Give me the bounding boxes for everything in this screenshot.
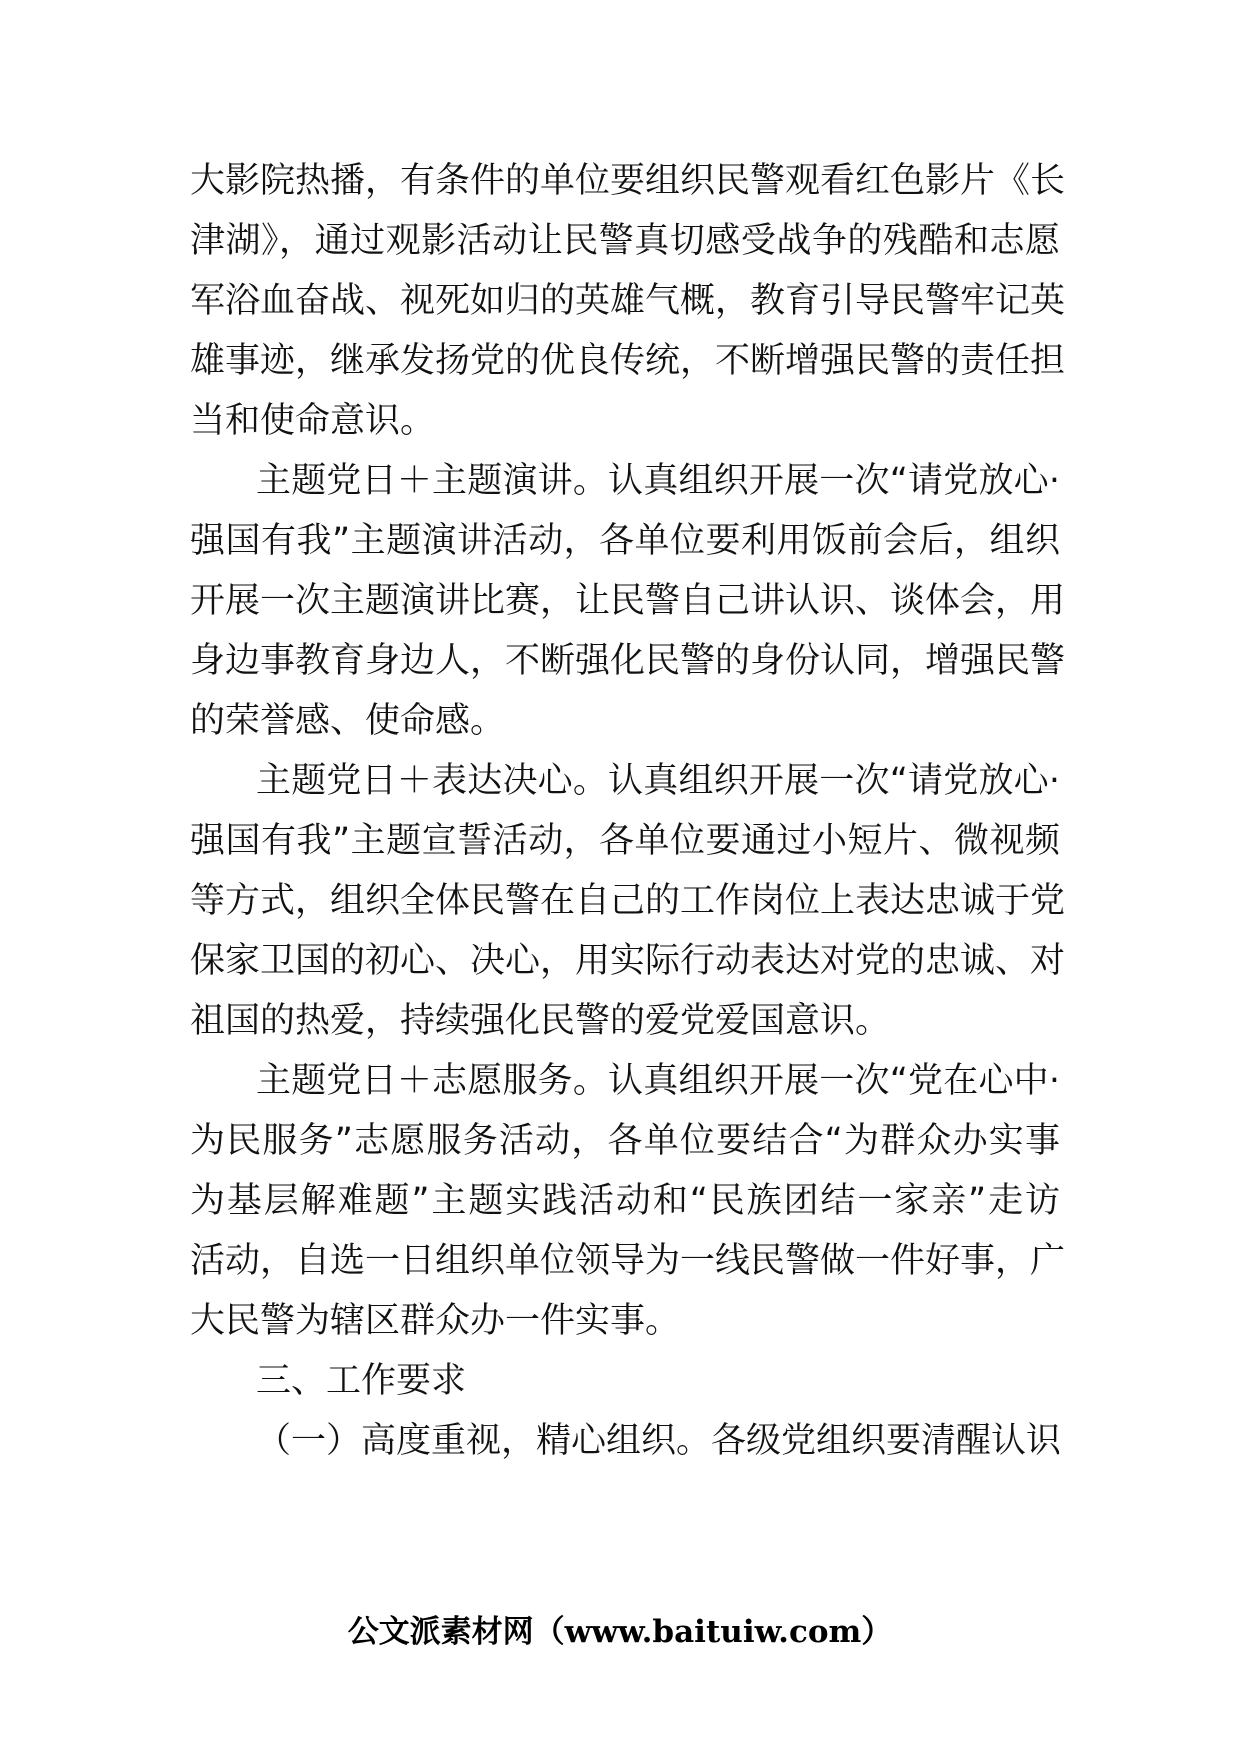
text-line: 为基层解难题”主题实践活动和“民族团结一家亲”走访 (190, 1181, 1060, 1221)
text-line: 保家卫国的初心、决心，用实际行动表达对党的忠诚、对 (190, 941, 1066, 981)
text-line: 为民服务”志愿服务活动，各单位要结合“为群众办实事 (190, 1121, 1060, 1161)
text-line: 开展一次主题演讲比赛，让民警自己讲认识、谈体会，用 (190, 581, 1066, 621)
text-line: 的荣誉感、使命感。 (190, 701, 506, 741)
text-line: 等方式，组织全体民警在自己的工作岗位上表达忠诚于党 (190, 881, 1066, 921)
text-line: 身边事教育身边人，不断强化民警的身份认同，增强民警 (190, 641, 1066, 681)
text-line: 津湖》，通过观影活动让民警真切感受战争的残酷和志愿 (190, 221, 1060, 261)
text-line: 大民警为辖区群众办一件实事。 (190, 1301, 681, 1341)
paragraph-heading-line: 主题党日＋表达决心。认真组织开展一次“请党放心· (256, 761, 1060, 801)
text-line: 祖国的热爱，持续强化民警的爱党爱国意识。 (190, 1001, 891, 1041)
text-line: 当和使命意识。 (190, 401, 436, 441)
section-heading: 三、工作要求 (256, 1361, 467, 1401)
text-line: 雄事迹，继承发扬党的优良传统，不断增强民警的责任担 (190, 341, 1066, 381)
text-line: 强国有我”主题演讲活动，各单位要利用饭前会后，组织 (190, 521, 1060, 561)
text-line: 大影院热播，有条件的单位要组织民警观看红色影片《长 (190, 161, 1066, 201)
text-line: 强国有我”主题宣誓活动，各单位要通过小短片、微视频 (190, 821, 1060, 861)
text-line: 活动，自选一日组织单位领导为一线民警做一件好事，广 (190, 1241, 1066, 1281)
paragraph-heading-line: 主题党日＋志愿服务。认真组织开展一次“党在心中· (256, 1061, 1060, 1101)
subsection-heading-line: （一）高度重视，精心组织。各级党组织要清醒认识 (256, 1421, 1062, 1461)
footer-watermark: 公文派素材网（www.baituiw.com） (347, 1614, 893, 1650)
paragraph-heading-line: 主题党日＋主题演讲。认真组织开展一次“请党放心· (256, 461, 1060, 501)
text-line: 军浴血奋战、视死如归的英雄气概，教育引导民警牢记英 (190, 281, 1066, 321)
